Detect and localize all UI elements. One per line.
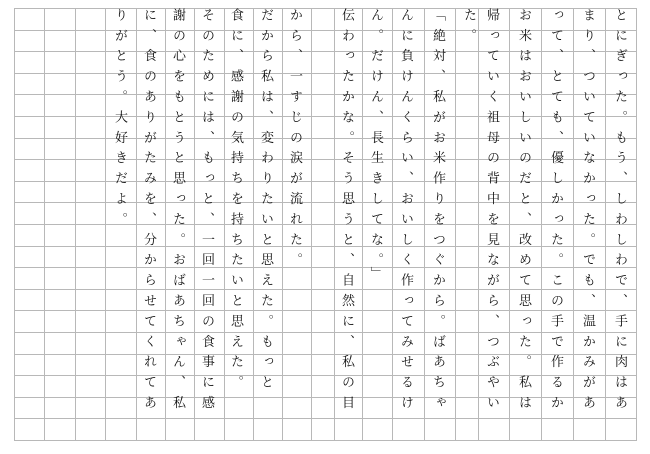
text-column-14: 食に、感謝の気持ちを持ちたいと思えた。 [228, 8, 243, 396]
text-column-9: ん。だけん、長生きしてな。」 [368, 8, 383, 288]
text-column-6: た。 [461, 8, 476, 49]
text-column-8: んに負けんくらい、おいしく作ってみせるけ [398, 8, 413, 416]
text-column-12: から、一すじの涙が流れた。 [287, 8, 302, 274]
text-column-1: とにぎった。もう、しわしわで、手に肉はあ [612, 8, 627, 416]
text-column-11 [310, 8, 336, 440]
text-column-18: りがとう。大好きだよ。 [112, 8, 127, 233]
text-column-13: だから私は、変わりたいと思えた。もっと [258, 8, 273, 396]
text-column-10: 伝わったかな。そう思うと、自然に、私の目 [339, 8, 354, 416]
text-column-3: って、とても、優しかった。この手で作るか [548, 8, 563, 416]
text-column-17: に、食のありがたみを、分からせてくれてあ [141, 8, 156, 416]
text-column-4: お米はおいしいのだと、改めて思った。私は [516, 8, 531, 416]
text-column-15: そのためには、もっと、一回一回の食事に感 [199, 8, 214, 416]
text-column-5: 帰っていく祖母の背中を見ながら、つぶやい [484, 8, 499, 416]
text-column-7: 「絶対、私がお米作りをつぐから。ばあちゃ [430, 8, 445, 416]
text-column-2: まり、ついていなかった。でも、温かみがあ [580, 8, 595, 416]
text-column-16: 謝の心をもとうと思った。おばあちゃん、私 [170, 8, 185, 416]
